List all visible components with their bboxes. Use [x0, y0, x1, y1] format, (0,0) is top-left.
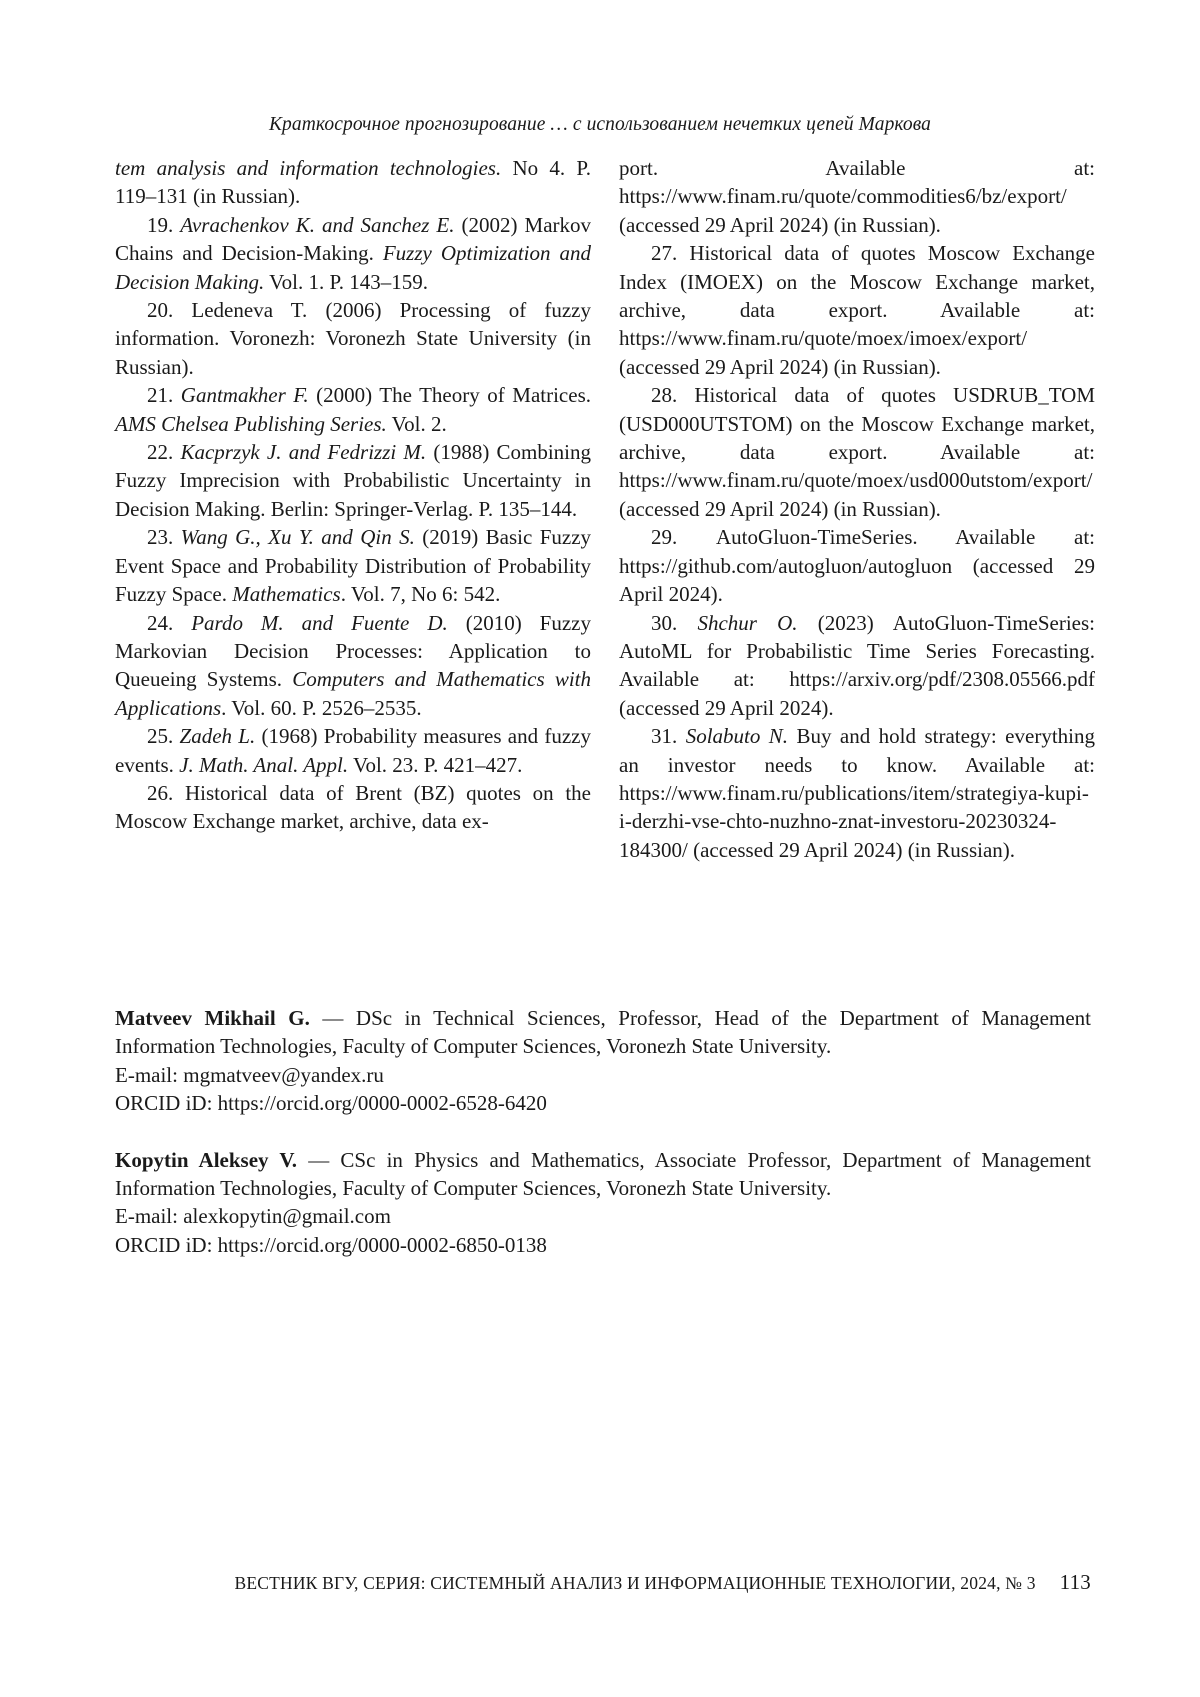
italic-text: Zadeh L.: [180, 724, 256, 748]
reference-item: [115, 523, 591, 608]
reference-item: [115, 779, 591, 836]
reference-number: 31.: [651, 724, 686, 748]
italic-text: Avrachenkov K. and Sanchez E.: [180, 213, 454, 237]
author-affiliation: — CSc in Physics and Mathematics, Associate Professor, Department of Management Information Technologies, Faculty of Computer Sciences, Voronezh State University.: [115, 1148, 1091, 1200]
author-email: E-mail: alexkopytin@gmail.com: [115, 1202, 1091, 1230]
reference-item: [115, 211, 591, 296]
text-run: (2019) Basic Fuzzy Event Space and Probability Distribution of Probability Fuzzy Space.: [115, 525, 591, 606]
author-email: E-mail: mgmatveev@yandex.ru: [115, 1061, 1091, 1089]
references-right-column: [619, 154, 1095, 864]
reference-number: 22.: [147, 440, 180, 464]
reference-number: 20.: [147, 298, 191, 322]
text-run: port. Available at: https://www.finam.ru/quote/commodities6/bz/export/ (accessed 29 April 2024) (in Russian).: [619, 156, 1095, 237]
text-run: (1968) Probability measures and fuzzy events.: [115, 724, 591, 776]
reference-number: 23.: [147, 525, 181, 549]
author-orcid: ORCID iD: https://orcid.org/0000-0002-6528-6420: [115, 1089, 1091, 1117]
italic-text: AMS Chelsea Publishing Series.: [115, 412, 387, 436]
page-number: 113: [1060, 1570, 1091, 1595]
reference-list: [115, 211, 591, 836]
text-run: Vol. 1. P. 143–159.: [264, 270, 428, 294]
reference-item: [115, 609, 591, 723]
reference-continuation: [619, 154, 1095, 239]
author-block: [115, 1146, 1091, 1260]
author-description: [115, 1146, 1091, 1203]
text-run: AutoGluon-TimeSeries. Available at: https://github.com/autogluon/autogluon (accessed 29 April 2024).: [619, 525, 1095, 606]
text-run: . Vol. 60. P. 2526–2535.: [221, 696, 422, 720]
reference-number: 24.: [147, 611, 191, 635]
reference-item: [619, 722, 1095, 864]
reference-number: 21.: [147, 383, 181, 407]
italic-text: Mathematics: [232, 582, 340, 606]
reference-list: [619, 239, 1095, 864]
text-run: (2010) Fuzzy Markovian Decision Processes: Application to Queueing Systems.: [115, 611, 591, 692]
running-head: Краткосрочное прогнозирование … с использованием нечетких цепей Маркова: [0, 114, 1200, 136]
reference-number: 26.: [147, 781, 185, 805]
author-description: [115, 1004, 1091, 1061]
reference-item: [619, 523, 1095, 608]
reference-continuation: [115, 154, 591, 211]
text-run: (2002) Markov Chains and Decision-Making.: [115, 213, 591, 265]
author-info: [115, 1004, 1091, 1287]
text-run: Vol. 23. P. 421–427.: [348, 753, 522, 777]
reference-number: 28.: [651, 383, 694, 407]
text-run: (1988) Combining Fuzzy Imprecision with Probabilistic Uncertainty in Decision Making. Berlin: Springer-Verlag. P. 135–144.: [115, 440, 591, 521]
reference-item: [619, 381, 1095, 523]
text-run: (2000) The Theory of Matrices.: [309, 383, 591, 407]
text-run: No 4. P. 119–131 (in Russian).: [115, 156, 591, 208]
author-block: [115, 1004, 1091, 1118]
reference-item: [619, 609, 1095, 723]
italic-text: Gantmakher F.: [181, 383, 309, 407]
italic-text: Kacprzyk J. and Fedrizzi M.: [180, 440, 426, 464]
reference-item: [115, 722, 591, 779]
reference-number: 19.: [147, 213, 180, 237]
text-run: Buy and hold strategy: everything an investor needs to know. Available at: https://www.finam.ru/publications/item/strategiya-kupi-i-derzhi-vse-chto-nuzhno-znat-investoru-20230324-184300/ (accessed 29 April 2024) (in Russian).: [619, 724, 1095, 862]
author-affiliation: — DSc in Technical Sciences, Professor, Head of the Department of Management Information Technologies, Faculty of Computer Sciences, Voronezh State University.: [115, 1006, 1091, 1058]
italic-text: Solabuto N.: [686, 724, 788, 748]
author-name: Matveev Mikhail G.: [115, 1006, 310, 1030]
italic-text: Shchur O.: [697, 611, 797, 635]
italic-text: Wang G., Xu Y. and Qin S.: [181, 525, 415, 549]
author-orcid: ORCID iD: https://orcid.org/0000-0002-6850-0138: [115, 1231, 1091, 1259]
text-run: Historical data of quotes Moscow Exchange Index (IMOEX) on the Moscow Exchange market, archive, data export. Available at: https://www.finam.ru/quote/moex/imoex/export/ (accessed 29 April 2024) (in Russian).: [619, 241, 1095, 379]
reference-number: 30.: [651, 611, 697, 635]
text-run: Historical data of Brent (BZ) quotes on the Moscow Exchange market, archive, data ex-: [115, 781, 591, 833]
reference-item: [115, 381, 591, 438]
reference-item: [115, 296, 591, 381]
text-run: (2023) AutoGluon-TimeSeries: AutoML for Probabilistic Time Series Forecasting. Available at: https://arxiv.org/pdf/2308.05566.pdf (accessed 29 April 2024).: [619, 611, 1095, 720]
text-run: . Vol. 7, No 6: 542.: [341, 582, 501, 606]
author-name: Kopytin Aleksey V.: [115, 1148, 297, 1172]
reference-item: [115, 438, 591, 523]
italic-text: Fuzzy Optimization and Decision Making.: [115, 241, 591, 293]
text-run: Ledeneva T. (2006) Processing of fuzzy information. Voronezh: Voronezh State University (in Russian).: [115, 298, 591, 379]
text-run: Historical data of quotes USDRUB_TOM (USD000UTSTOM) on the Moscow Exchange market, archive, data export. Available at: https://www.finam.ru/quote/moex/usd000utstom/export/ (accessed 29 April 2024) (in Russian).: [619, 383, 1095, 521]
italic-text: Pardo M. and Fuente D.: [191, 611, 448, 635]
italic-text: tem analysis and information technologies.: [115, 156, 501, 180]
reference-number: 29.: [651, 525, 716, 549]
italic-text: J. Math. Anal. Appl.: [179, 753, 348, 777]
references-left-column: [115, 154, 591, 836]
reference-number: 27.: [651, 241, 689, 265]
reference-number: 25.: [147, 724, 180, 748]
page-footer: [115, 1570, 1091, 1595]
reference-item: [619, 239, 1095, 381]
journal-title: ВЕСТНИК ВГУ, СЕРИЯ: СИСТЕМНЫЙ АНАЛИЗ И ИНФОРМАЦИОННЫЕ ТЕХНОЛОГИИ, 2024, № 3: [234, 1573, 1035, 1594]
italic-text: Computers and Mathematics with Applications: [115, 667, 591, 719]
text-run: Vol. 2.: [387, 412, 447, 436]
